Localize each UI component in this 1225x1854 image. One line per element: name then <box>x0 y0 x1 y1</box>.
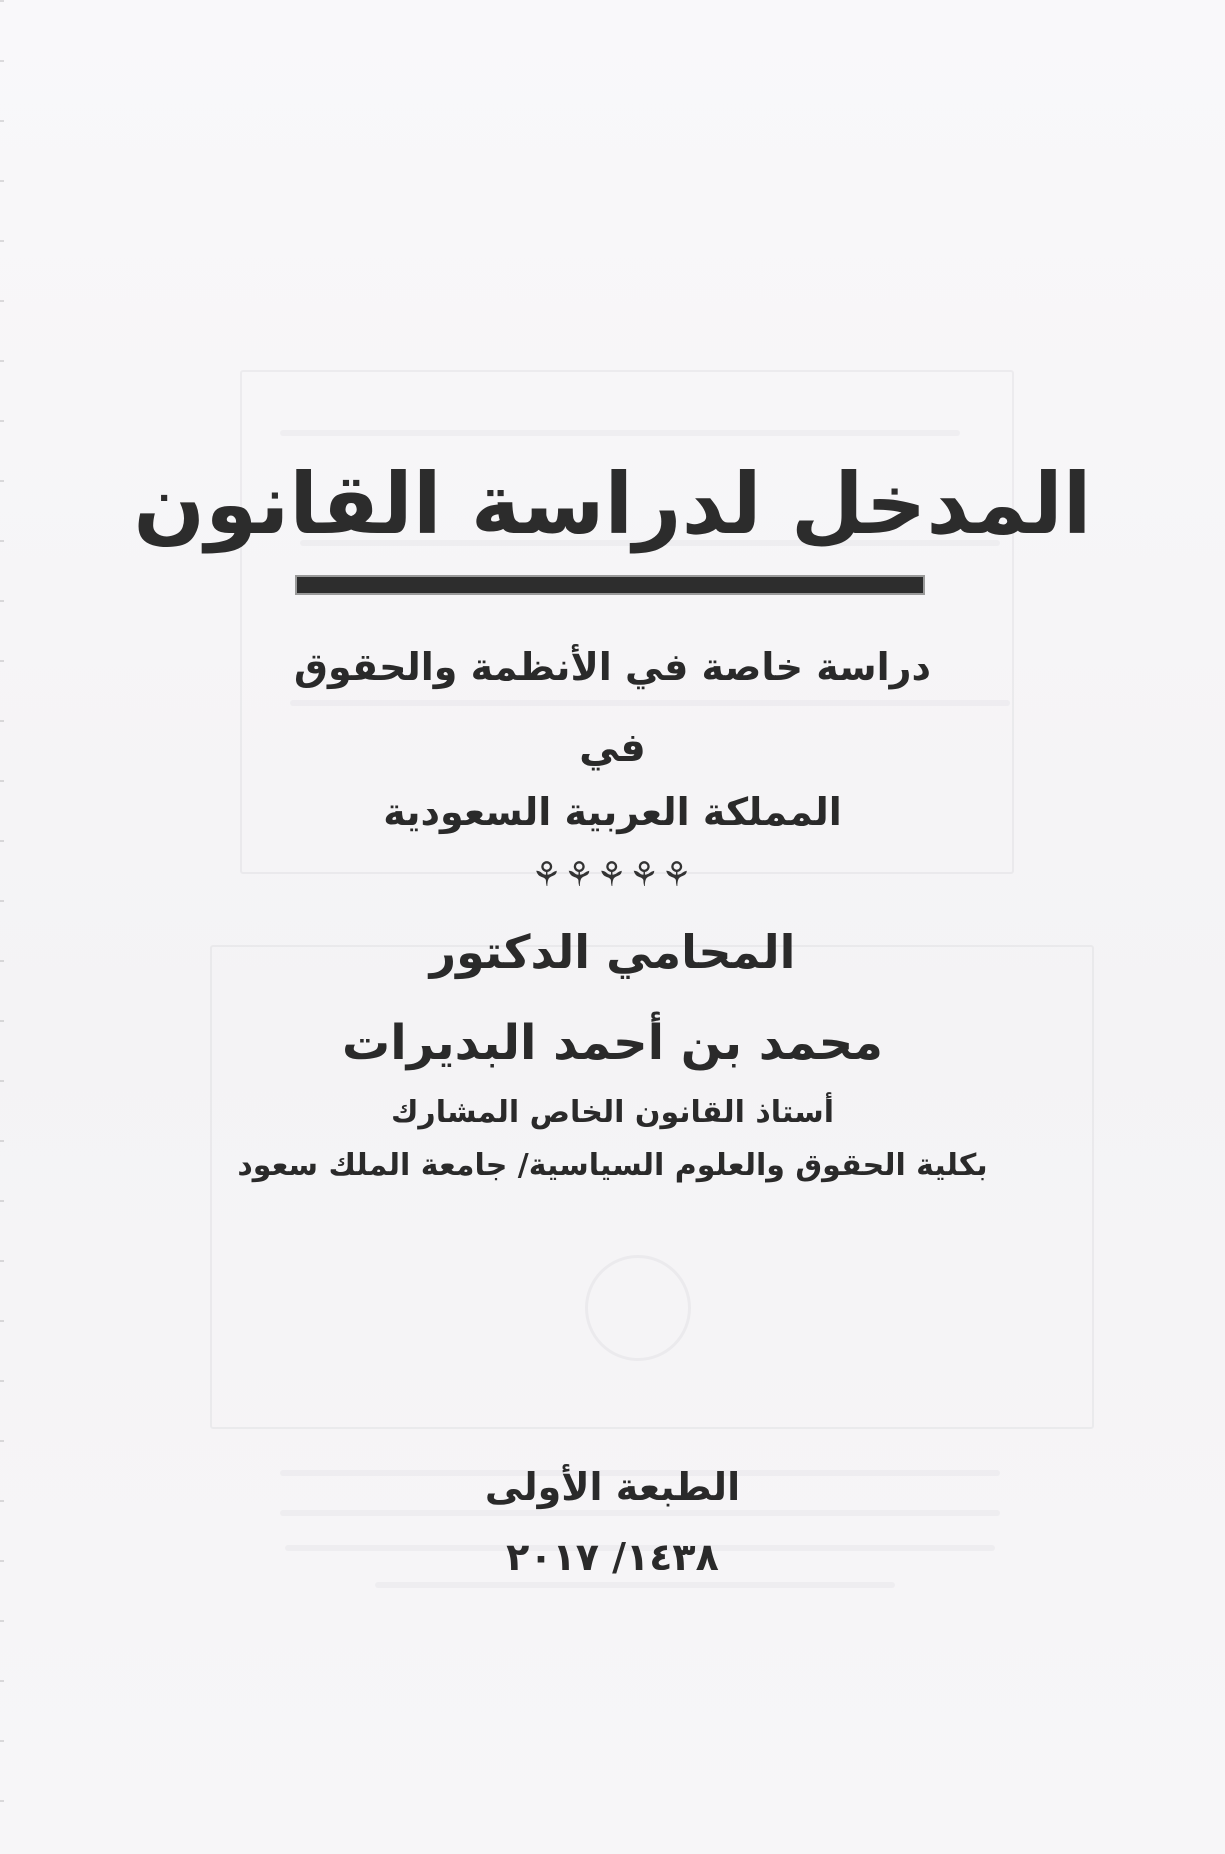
bleed-through-seal <box>585 1255 691 1361</box>
bleed-through-line <box>375 1582 895 1588</box>
edition-label: الطبعة الأولى <box>484 1465 741 1509</box>
book-title: المدخل لدراسة القانون <box>133 455 1092 553</box>
author-position: أستاذ القانون الخاص المشارك <box>390 1095 835 1130</box>
publication-year: ١٤٣٨/ ٢٠١٧ <box>506 1535 719 1579</box>
bleed-through-line <box>280 430 960 436</box>
author-name: محمد بن أحمد البديرات <box>342 1015 883 1071</box>
author-title: المحامي الدكتور <box>429 925 796 979</box>
subtitle-line-2: في <box>579 725 646 771</box>
title-underline-rule <box>295 575 925 595</box>
bleed-through-line <box>290 700 1010 706</box>
author-affiliation: بكلية الحقوق والعلوم السياسية/ جامعة الملك سعود <box>237 1148 988 1183</box>
decorative-ornament: ⚘⚘⚘⚘⚘ <box>531 855 694 895</box>
bleed-through-line <box>280 1510 1000 1516</box>
subtitle-line-1: دراسة خاصة في الأنظمة والحقوق <box>293 645 932 689</box>
subtitle-line-3: المملكة العربية السعودية <box>383 790 842 834</box>
